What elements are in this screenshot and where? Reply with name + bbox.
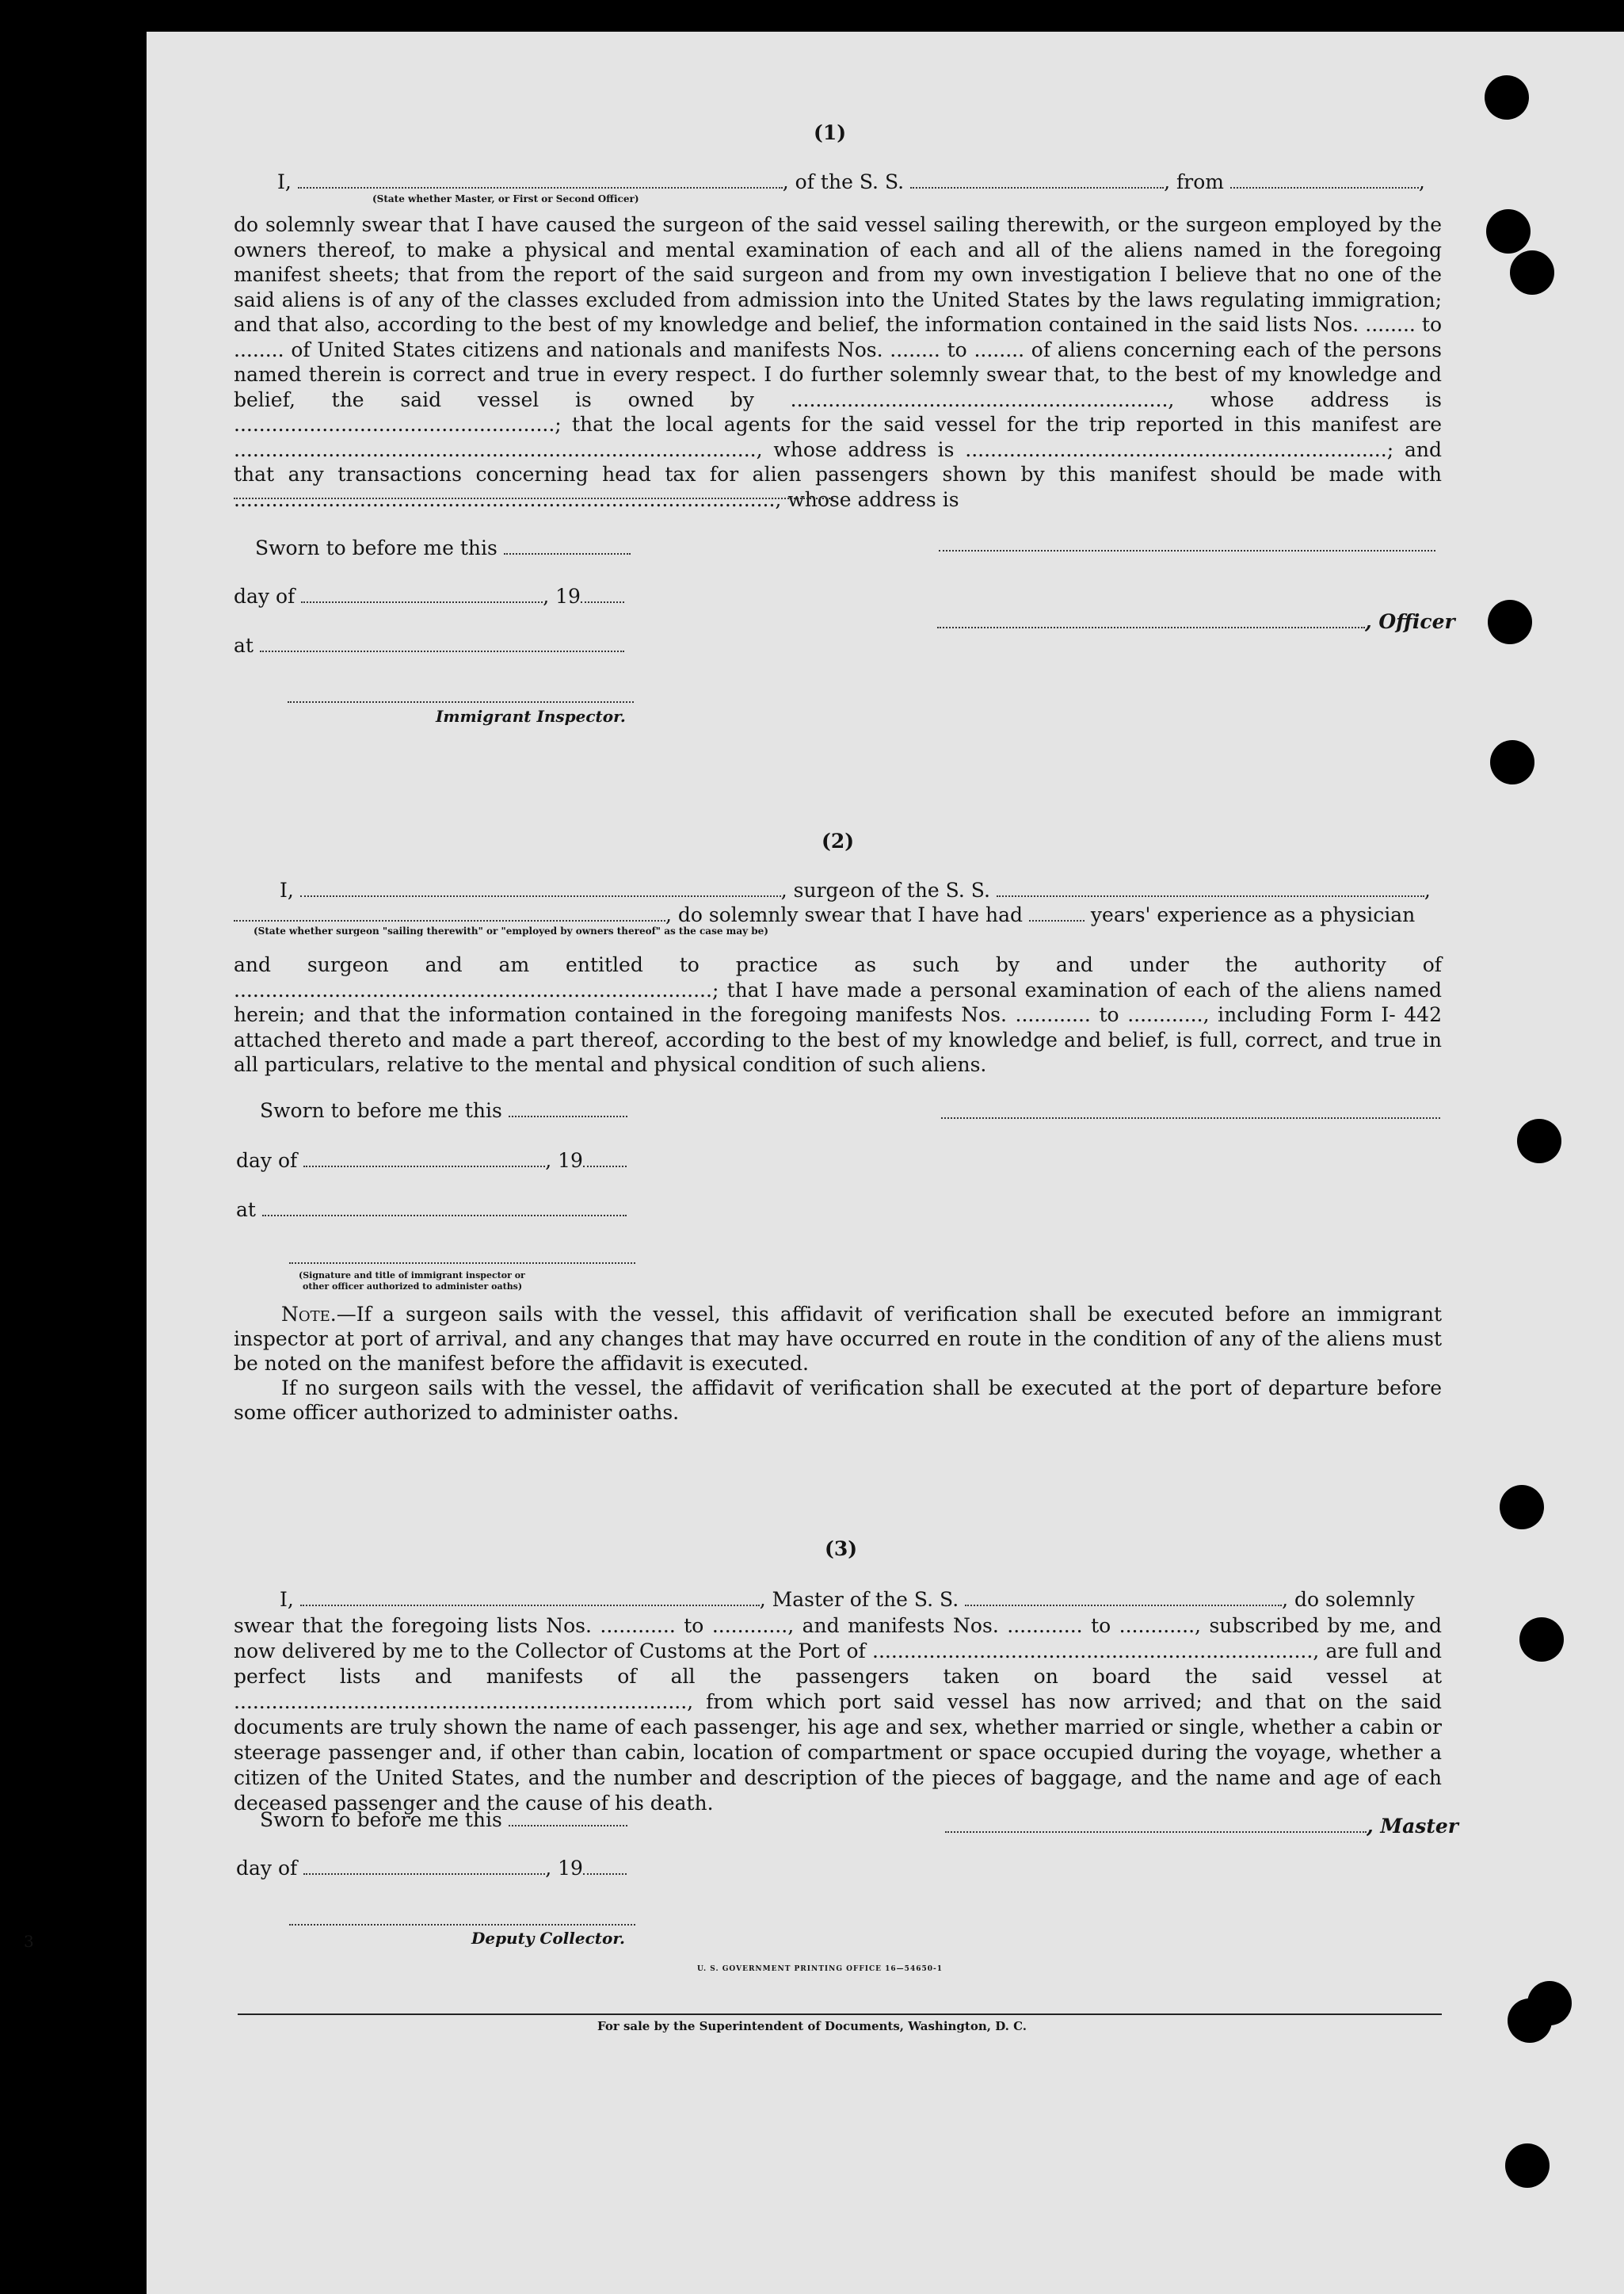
- s3-vessel-field[interactable]: [965, 1590, 1282, 1606]
- from-port-field[interactable]: [1230, 173, 1419, 189]
- officer-title: , Officer: [1365, 610, 1455, 633]
- s1-body-text: do solemnly swear that I have caused the surgeon of the said vessel sailing therewith, or the surgeon employed by the owners thereof, to make a physical and mental examination of each and all of the aliens named in the foregoing manifest sheets; that from the report of the said surgeon and from my own investigation I believe that no one of the said aliens is of any of the classes excluded from admission into the United States by the laws regulating immigration; and that also, according to the best of my knowledge and belief, the information contained in the said lists Nos. ........ to ........ of United States citizens and nationals and manifests Nos. ........ to ........ of aliens concerning each of the persons named therein is correct and true in every respect. I do further solemnly swear that, to the best of my knowledge and belief, the said vessel is owned by ............................................................, whose address is ...................................................; that the local agents for the said vessel for the trip reported in this manifest are ..................................................................................., whose address is ...................................................................; and that any transactions concerning head tax for alien passengers shown by this manifest should be made with ......................................................................................, whose address is: [234, 213, 1442, 511]
- s2-line1: [280, 879, 1431, 902]
- punch-hole-icon: [1486, 209, 1531, 254]
- s2-body-text: and surgeon and am entitled to practice as such by and under the authority of ............................................................................; that I have made a personal examination of each of the aliens named herein; and that the information contained in the foregoing manifests Nos. ............ to ............, including Form I- 442 attached thereto and made a part thereof, according to the best of my knowledge and belief, is full, correct, and true in all particulars, relative to the mental and physical condition of such aliens.: [234, 953, 1442, 1076]
- s2-sig-note-1: (Signature and title of immigrant inspector or: [299, 1270, 525, 1281]
- s2-state-note: (State whether surgeon "sailing therewith" or "employed by owners thereof" as the case may be): [254, 926, 768, 937]
- s1-year-label: , 19: [543, 585, 581, 608]
- s2-vessel-field[interactable]: [997, 881, 1424, 897]
- s2-year-field[interactable]: [583, 1151, 627, 1167]
- s2-signature-line[interactable]: [941, 1117, 1440, 1119]
- s2-swear-label: , do solemnly swear that I have had: [665, 903, 1024, 926]
- punch-hole-icon: [1500, 1485, 1544, 1529]
- s3-year-field[interactable]: [583, 1859, 627, 1875]
- s3-i-label: I,: [280, 1588, 294, 1611]
- s1-at: [234, 634, 624, 657]
- note-text-1: —If a surgeon sails with the vessel, this affidavit of verification shall be executed before an immigrant inspector at port of arrival, and any changes that may have occurred en route in the condition of any of the aliens must be noted on the manifest before the affidavit is executed.: [234, 1303, 1442, 1375]
- master-name-field[interactable]: [300, 1590, 760, 1606]
- s1-i-label: I,: [277, 170, 292, 193]
- s1-day-of: [234, 585, 624, 608]
- s2-sig-note-2: other officer authorized to administer oaths): [303, 1281, 523, 1292]
- deputy-collector-title: Deputy Collector.: [471, 1929, 626, 1948]
- s2-surgeon-of-label: , surgeon of the S. S.: [780, 879, 990, 902]
- s3-sworn-label: Sworn to before me this: [260, 1808, 502, 1831]
- s3-sworn: [260, 1808, 627, 1831]
- s1-of-ss-label: , of the S. S.: [782, 170, 905, 193]
- s1-sworn: [255, 536, 631, 559]
- s2-at-label: at: [236, 1198, 256, 1221]
- s2-at-field[interactable]: [262, 1200, 627, 1216]
- s3-master-of-label: , Master of the S. S.: [759, 1588, 959, 1611]
- s1-officer-sig: [937, 610, 1455, 633]
- section-1-heading: (1): [814, 121, 847, 144]
- s2-note: [234, 1302, 1442, 1425]
- punch-hole-icon: [1490, 740, 1534, 784]
- s1-from-label: , from: [1164, 170, 1224, 193]
- s3-master-sig: [945, 1815, 1458, 1838]
- note-text-2: If no surgeon sails with the vessel, the affidavit of verification shall be executed at the port of departure before some officer authorized to administer oaths.: [234, 1376, 1442, 1424]
- s1-line1: [277, 170, 1425, 193]
- s1-at-label: at: [234, 634, 254, 657]
- punch-hole-icon: [1517, 1119, 1561, 1163]
- s1-inspector-line[interactable]: [288, 701, 634, 703]
- master-title: , Master: [1367, 1815, 1458, 1838]
- s1-officer-field[interactable]: [937, 613, 1365, 628]
- s1-month-field[interactable]: [301, 587, 543, 603]
- printing-office-line: U. S. GOVERNMENT PRINTING OFFICE 16—54650-1: [697, 1965, 943, 1973]
- s2-at: [236, 1198, 627, 1221]
- section-3-heading: (3): [825, 1537, 858, 1560]
- vessel-name-field[interactable]: [910, 173, 1164, 189]
- s2-status-field[interactable]: [234, 906, 665, 922]
- s3-sworn-day-field[interactable]: [509, 1811, 627, 1826]
- footer-text: For sale by the Superintendent of Documents, Washington, D. C.: [597, 2019, 1027, 2033]
- punch-hole-icon: [1519, 1617, 1564, 1662]
- s2-month-field[interactable]: [303, 1151, 545, 1167]
- footer-rule: [238, 2013, 1442, 2015]
- section-2-heading: (2): [822, 830, 855, 853]
- s2-line2: [234, 903, 1415, 926]
- s1-year-field[interactable]: [581, 587, 624, 603]
- s1-at-field[interactable]: [260, 636, 624, 652]
- s2-inspector-line[interactable]: [289, 1262, 635, 1264]
- punch-hole-icon: [1485, 75, 1529, 120]
- s1-officer-note: (State whether Master, or First or Second Officer): [372, 193, 639, 204]
- s1-sworn-label: Sworn to before me this: [255, 536, 497, 559]
- s2-day-of-label: day of: [236, 1149, 298, 1172]
- s1-sworn-day-field[interactable]: [504, 539, 631, 555]
- s3-body-text: swear that the foregoing lists Nos. ............ to ............, and manifests Nos. ............ to ............, subscribed by me, and now delivered by me to the Collector of Customs at the Port of ......................................................................, are full and perfect lists and manifests of all the passengers taken on board the said vessel at ........................................................................, from which port said vessel has now arrived; and that on the said documents are truly shown the name of each passenger, his age and sex, whether married or single, whether a cabin or steerage passenger and, if other than cabin, location of compartment or space occupied during the voyage, whether a citizen of the United States, and the number and description of the pieces of baggage, and the name and age of each deceased passenger and the cause of his death.: [234, 1614, 1442, 1815]
- margin-mark: 3: [24, 1932, 34, 1951]
- s2-years-label: years' experience as a physician: [1090, 903, 1416, 926]
- s2-comma: ,: [1424, 879, 1431, 902]
- s2-sworn-label: Sworn to before me this: [260, 1099, 502, 1122]
- note-label: Note.: [281, 1303, 337, 1326]
- s3-master-field[interactable]: [945, 1817, 1367, 1833]
- punch-hole-icon: [1505, 2143, 1550, 2188]
- immigrant-inspector-title: Immigrant Inspector.: [436, 707, 626, 726]
- s2-i-label: I,: [280, 879, 294, 902]
- s1-comma: ,: [1418, 170, 1425, 193]
- punch-hole-icon: [1488, 600, 1532, 644]
- s1-address-line[interactable]: [234, 498, 833, 499]
- s3-collector-line[interactable]: [289, 1924, 635, 1926]
- s3-day-of-label: day of: [236, 1857, 298, 1880]
- years-experience-field[interactable]: [1029, 906, 1085, 922]
- s3-year-label: , 19: [545, 1857, 583, 1880]
- s3-month-field[interactable]: [303, 1859, 545, 1875]
- s3-solemnly-label: , do solemnly: [1282, 1588, 1415, 1611]
- s1-day-of-label: day of: [234, 585, 295, 608]
- s2-sworn-day-field[interactable]: [509, 1101, 627, 1117]
- s2-sworn: [260, 1099, 627, 1122]
- officer-name-field[interactable]: [298, 173, 783, 189]
- s3-line1: [280, 1588, 1415, 1611]
- s1-signature-line[interactable]: [939, 550, 1435, 552]
- surgeon-name-field[interactable]: [300, 881, 781, 897]
- s2-day-of: [236, 1149, 627, 1172]
- s2-year-label: , 19: [545, 1149, 583, 1172]
- s3-day-of: [236, 1857, 627, 1880]
- punch-hole-icon: [1510, 250, 1554, 295]
